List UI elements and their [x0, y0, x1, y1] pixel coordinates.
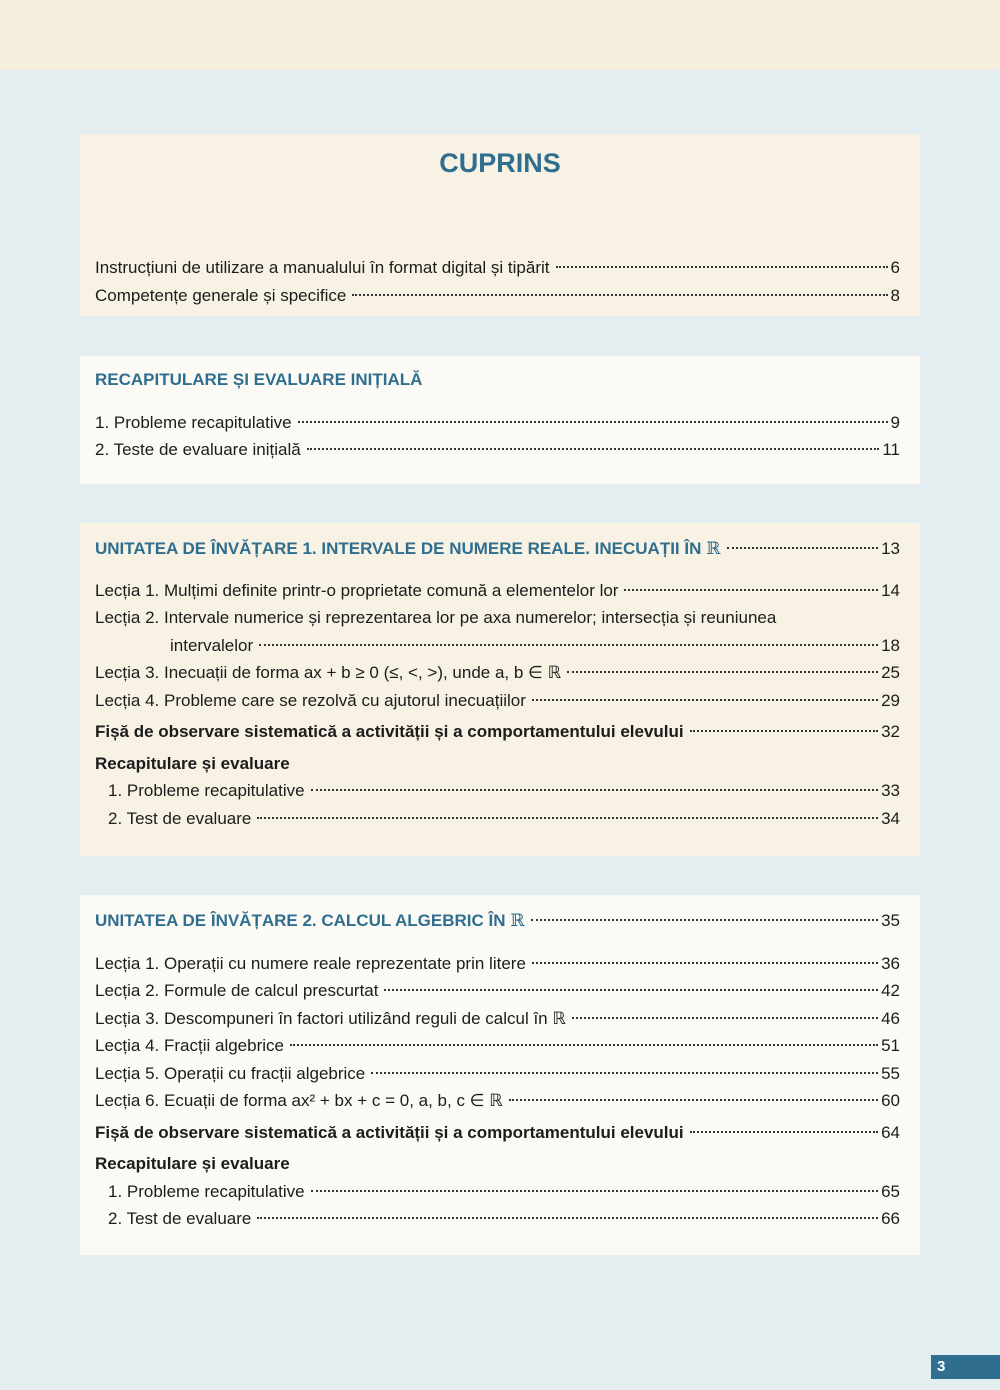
- leader-dots: [531, 919, 878, 921]
- toc-entry[interactable]: [95, 1087, 900, 1115]
- toc-entry[interactable]: [95, 1032, 900, 1060]
- unit1-panel: [80, 523, 920, 856]
- toc-label[interactable]: Lecția 2. Intervale numerice și reprezentarea lor pe axa numerelor; intersecția și reuniunea: [95, 608, 777, 627]
- unit-title[interactable]: [95, 907, 900, 935]
- toc-entry[interactable]: [95, 687, 900, 715]
- toc-label: 2. Test de evaluare: [108, 808, 252, 828]
- toc-page: 25: [881, 663, 900, 682]
- toc-entry[interactable]: [95, 977, 900, 1005]
- toc-label-continuation: intervalelor: [170, 635, 254, 655]
- toc-label: Lecția 2. Formule de calcul prescurtat: [95, 981, 379, 1000]
- toc-label: Lecția 3. Inecuații de forma ax + b ≥ 0 (≤, <, >), unde a, b ∈ ℝ: [95, 663, 562, 682]
- toc-page: 13: [881, 539, 900, 558]
- leader-dots: [307, 448, 880, 450]
- toc-label: 1. Probleme recapitulative: [95, 412, 292, 432]
- toc-page: 35: [881, 911, 900, 930]
- toc-page: 64: [881, 1122, 900, 1142]
- toc-label: 2. Test de evaluare: [108, 1209, 252, 1228]
- toc-page: 32: [881, 722, 900, 741]
- toc-label: Fișă de observare sistematică a activității și a comportamentului elevului: [95, 1122, 684, 1142]
- toc-page: 34: [881, 808, 900, 828]
- unit-title-text: UNITATEA DE ÎNVĂȚARE 1. INTERVALE DE NUMERE REALE. INECUAȚII ÎN: [95, 539, 702, 558]
- toc-entry[interactable]: [95, 1060, 900, 1088]
- leader-dots: [290, 1044, 878, 1046]
- toc-label: 1. Probleme recapitulative: [108, 781, 305, 800]
- leader-dots: [624, 589, 878, 591]
- toc-entry[interactable]: [95, 1178, 900, 1206]
- toc-entry[interactable]: [95, 950, 900, 978]
- toc-entry[interactable]: [95, 1205, 900, 1233]
- leader-dots: [311, 789, 879, 791]
- toc-page: 51: [881, 1036, 900, 1055]
- toc-entry[interactable]: [95, 805, 900, 833]
- toc-label: Competențe generale și specifice: [95, 285, 347, 305]
- leader-dots: [298, 421, 888, 423]
- leader-dots: [259, 644, 878, 646]
- toc-page: 8: [890, 285, 900, 305]
- toc-page: 11: [882, 440, 900, 459]
- toc-entry[interactable]: [95, 409, 900, 437]
- toc-entry-observation[interactable]: [95, 1119, 900, 1147]
- real-numbers-symbol: ℝ: [510, 911, 525, 931]
- toc-entry[interactable]: [95, 1005, 900, 1033]
- toc-page: 46: [881, 1008, 900, 1028]
- leader-dots: [556, 266, 888, 268]
- intro-panel: [80, 134, 920, 316]
- leader-dots: [257, 817, 878, 819]
- leader-dots: [352, 294, 887, 296]
- toc-page: 29: [881, 690, 900, 710]
- toc-entry-observation[interactable]: [95, 718, 900, 746]
- leader-dots: [257, 1217, 878, 1219]
- review-title[interactable]: Recapitulare și evaluare: [95, 1154, 290, 1173]
- toc-entry[interactable]: [95, 282, 900, 310]
- leader-dots: [727, 547, 879, 549]
- toc-page: 42: [881, 981, 900, 1000]
- toc-label: Lecția 5. Operații cu fracții algebrice: [95, 1063, 366, 1083]
- unit-title-text: UNITATEA DE ÎNVĂȚARE 2. CALCUL ALGEBRIC ÎN: [95, 911, 506, 930]
- toc-entry[interactable]: [95, 659, 900, 687]
- toc-page: 6: [890, 258, 900, 277]
- toc-entry-continuation[interactable]: [95, 632, 900, 660]
- recap-panel: [80, 356, 920, 484]
- toc-page: 33: [881, 781, 900, 800]
- toc-page: 60: [881, 1091, 900, 1110]
- top-band: [0, 0, 1000, 70]
- toc-entry[interactable]: [95, 777, 900, 805]
- page-number: 3: [931, 1355, 1000, 1379]
- unit2-panel: [80, 895, 920, 1255]
- toc-label: 1. Probleme recapitulative: [108, 1181, 305, 1201]
- toc-page: 14: [881, 580, 900, 600]
- toc-label: Lecția 4. Probleme care se rezolvă cu ajutorul inecuațiilor: [95, 690, 526, 710]
- leader-dots: [311, 1190, 879, 1192]
- toc-page: 9: [890, 412, 900, 432]
- leader-dots: [509, 1099, 878, 1101]
- toc-page: 65: [881, 1181, 900, 1201]
- toc-label: Lecția 1. Operații cu numere reale reprezentate prin litere: [95, 953, 526, 973]
- leader-dots: [532, 699, 878, 701]
- leader-dots: [384, 989, 878, 991]
- leader-dots: [371, 1072, 878, 1074]
- section-title[interactable]: RECAPITULARE ȘI EVALUARE INIȚIALĂ: [95, 370, 423, 389]
- leader-dots: [690, 1131, 878, 1133]
- leader-dots: [690, 730, 878, 732]
- real-numbers-symbol: ℝ: [706, 539, 721, 559]
- leader-dots: [572, 1017, 878, 1019]
- toc-label: Lecția 4. Fracții algebrice: [95, 1036, 284, 1055]
- toc-label: Lecția 3. Descompuneri în factori utilizând reguli de calcul în ℝ: [95, 1008, 566, 1028]
- toc-label: Fișă de observare sistematică a activității și a comportamentului elevului: [95, 722, 684, 741]
- page-title: CUPRINS: [439, 148, 561, 178]
- review-title[interactable]: Recapitulare și evaluare: [95, 753, 290, 773]
- toc-page: 66: [881, 1209, 900, 1228]
- toc-label: Instrucțiuni de utilizare a manualului în format digital și tipărit: [95, 258, 550, 277]
- toc-entry[interactable]: [95, 254, 900, 282]
- leader-dots: [567, 671, 878, 673]
- unit-title[interactable]: [95, 535, 900, 563]
- leader-dots: [532, 962, 878, 964]
- toc-label: 2. Teste de evaluare inițială: [95, 440, 301, 459]
- toc-entry[interactable]: [95, 436, 900, 464]
- toc-page: 18: [881, 635, 900, 655]
- toc-label: Lecția 1. Mulțimi definite printr-o proprietate comună a elementelor lor: [95, 580, 619, 600]
- toc-page: 36: [881, 953, 900, 973]
- toc-entry[interactable]: [95, 577, 900, 605]
- toc-label: Lecția 6. Ecuații de forma ax² + bx + c = 0, a, b, c ∈ ℝ: [95, 1091, 503, 1110]
- toc-page: 55: [881, 1063, 900, 1083]
